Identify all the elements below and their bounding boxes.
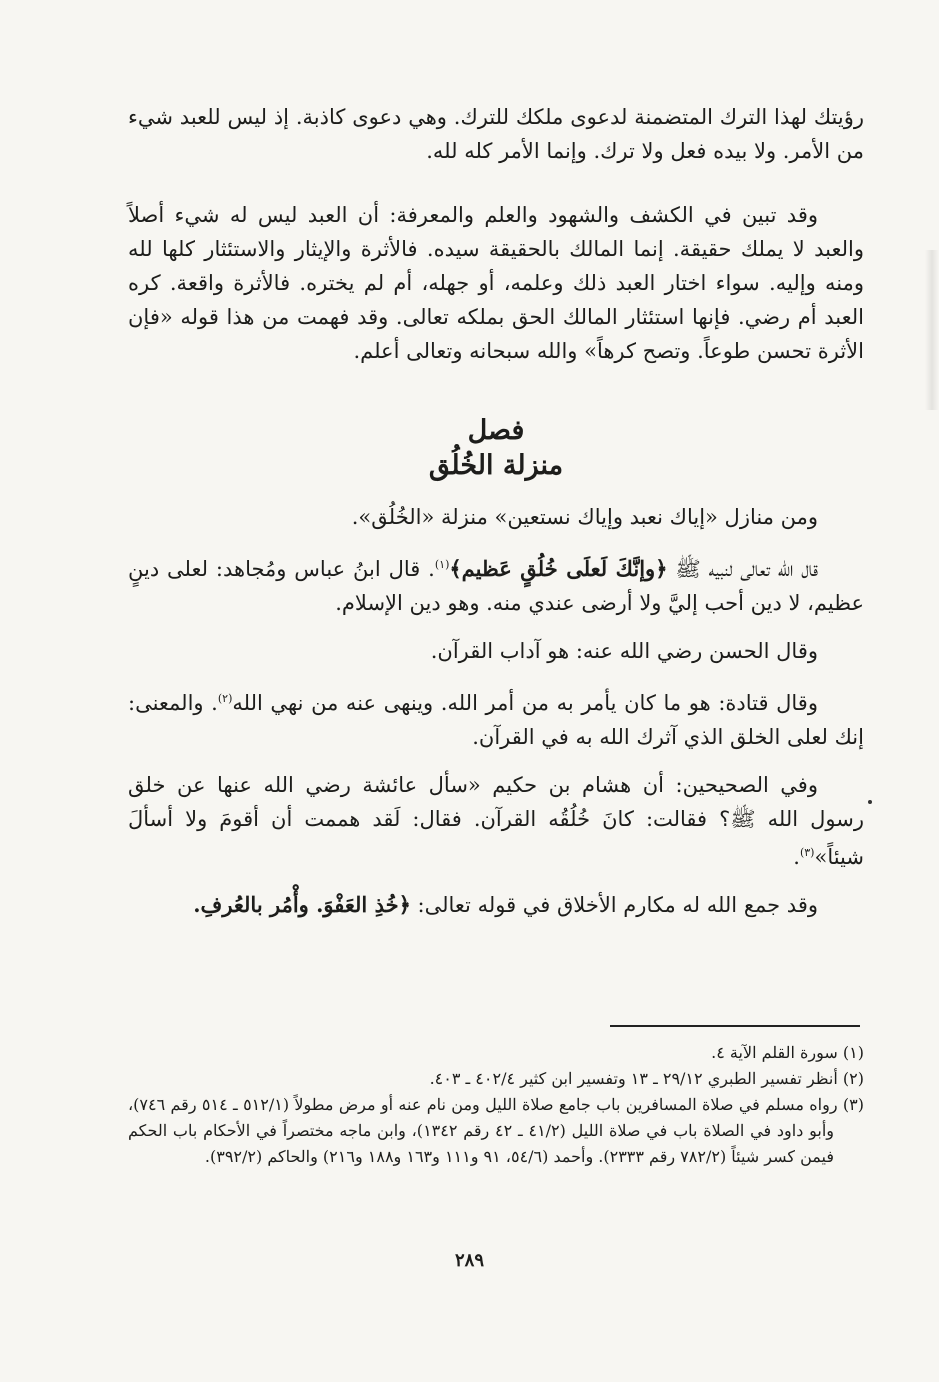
section-title: منزلة الخُلُق bbox=[428, 450, 564, 481]
section-heading bbox=[128, 414, 864, 484]
quran-verse: ﴿خُذِ العَفْوَ. وأْمُر بالعُرفِ. bbox=[193, 892, 411, 917]
makarim-intro: وقد جمع الله له مكارم الأخلاق في قوله تعالى: bbox=[410, 893, 818, 917]
footnote-ref: (٢) bbox=[217, 692, 233, 705]
hadith-end: . bbox=[793, 845, 800, 869]
footnotes bbox=[128, 1040, 864, 1170]
page-number: ٢٨٩ bbox=[454, 1250, 484, 1271]
paragraph-kashf: وقد تبين في الكشف والشهود والعلم والمعرفة: أن العبد ليس له شيء أصلاً والعبد لا يملك حقيقة. إنما المالك بالحقيقة سيده. فالأثرة والإيثار والاستئثار كلها لله ومنه وإليه. سواء اختار العبد ذلك وعلمه، أو جهله، أم لم يختره. فالأثرة واقعة. كره العبد أم رضي. فإنها استئثار المالك الحق بملكه تعالى. وقد فهمت من هذا قوله «فإن الأثرة تحسن طوعاً. وتصح كرهاً» والله سبحانه وتعالى أعلم. bbox=[128, 203, 864, 363]
qatada-meaning: . والمعنى: إنك لعلى الخلق الذي آثرك الله به في القرآن. bbox=[128, 691, 864, 749]
footnote-2: (٢) أنظر تفسير الطبري ٢٩/١٢ ـ ١٣ وتفسير ابن كثير ٤٠٢/٤ ـ ٤٠٣. bbox=[429, 1069, 864, 1088]
scan-edge-shadow bbox=[925, 250, 939, 410]
hadith-text: وفي الصحيحين: أن هشام بن حكيم «سأل عائشة رضي الله عنها عن خلق رسول الله ﷺ؟ فقالت: كانَ خُلُقُه القرآن. فقال: لَقد هممت أن أقومَ ولا أسألَ شيئاً» bbox=[128, 773, 864, 869]
qatada-text: وقال قتادة: هو ما كان يأمر به من أمر الله. وينهى عنه من نهي الله bbox=[232, 691, 818, 715]
footnote-divider bbox=[610, 1025, 860, 1027]
footnote-ref: (٣) bbox=[799, 846, 815, 859]
footnote-1: (١) سورة القلم الآية ٤. bbox=[711, 1043, 864, 1062]
main-text bbox=[128, 100, 864, 922]
paragraph-sahihayn bbox=[128, 768, 864, 874]
scan-speck bbox=[868, 800, 872, 804]
paragraph-manazil: ومن منازل «إياك نعبد وإياك نستعين» منزلة «الخُلُق». bbox=[351, 505, 818, 529]
footnote-3: (٣) رواه مسلم في صلاة المسافرين باب جامع صلاة الليل ومن نام عنه أو مرض مطولاً (٥١٢/١ ـ ٥١٤ رقم ٧٤٦)، وأبو داود في الصلاة باب في صلاة الليل (٤١/٢ ـ ٤٢ رقم ١٣٤٢)، وابن ماجه مختصراً في الأحكام باب الحكم فيمن كسر شيئاً (٧٨٢/٢ رقم ٢٣٣٣). وأحمد (٥٤/٦، ٩١ و١١١ و١٦٣ و١٨٨ و٢١٦) والحاكم (٣٩٢/٢). bbox=[128, 1095, 865, 1166]
paragraph-verse bbox=[128, 548, 864, 620]
paragraph-qatada bbox=[128, 682, 864, 754]
paragraph-continued: رؤيتك لهذا الترك المتضمنة لدعوى ملكك للترك. وهي دعوى كاذبة. إذ ليس للعبد شيء من الأمر. ولا بيده فعل ولا ترك. وإنما الأمر كله لله. bbox=[128, 105, 864, 163]
verse-commentary: . قال ابنُ عباس ومُجاهد: لعلى دينٍ عظيم، لا دين أحب إليَّ ولا أرضى عندي منه. وهو دين الإسلام. bbox=[128, 557, 864, 615]
paragraph-hasan: وقال الحسن رضي الله عنه: هو آداب القرآن. bbox=[430, 639, 818, 663]
fasl-label: فصل bbox=[467, 415, 525, 446]
quran-verse: ﴿وإنَّكَ لَعلَى خُلُقٍ عَظيم﴾ bbox=[449, 556, 668, 581]
footnote-ref: (١) bbox=[434, 558, 450, 571]
paragraph-makarim bbox=[128, 888, 864, 922]
verse-intro: قال الله تعالى لنبيه ﷺ bbox=[667, 557, 819, 581]
